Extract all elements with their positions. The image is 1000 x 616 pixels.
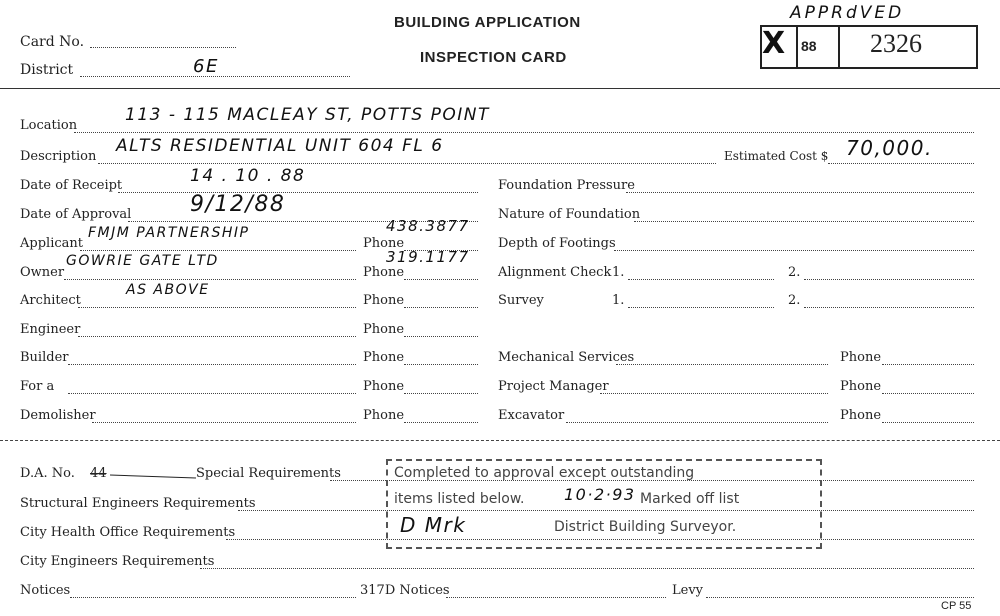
stamp-line2b: Marked off list (640, 491, 740, 507)
builder-label: Builder (20, 350, 69, 365)
stamp-date: 10·2·93 (564, 485, 636, 504)
mechanical-phone-label: Phone (840, 350, 882, 365)
applicant-line (80, 250, 356, 251)
location-line (74, 132, 974, 133)
location-label: Location (20, 118, 78, 133)
demolisher-phone-line (404, 422, 478, 423)
stamp-line1: Completed to approval except outstanding (394, 465, 695, 481)
special-requirements-label: Special Requirements (196, 466, 341, 481)
architect-value: AS ABOVE (126, 282, 210, 298)
notices-317d-line (446, 597, 666, 598)
date-of-receipt-label: Date of Receipt (20, 178, 123, 193)
city-engineers-line (200, 568, 974, 569)
nature-of-foundation-line (634, 221, 974, 222)
architect-label: Architect (20, 293, 81, 308)
location-value: 113 - 115 MACLEAY ST, POTTS POINT (125, 105, 490, 125)
card-number-box (760, 25, 978, 69)
description-label: Description (20, 149, 97, 164)
foundation-pressure-label: Foundation Pressure (498, 178, 635, 193)
foreman-phone-line (404, 393, 478, 394)
estimated-cost-label: Estimated Cost $ (724, 149, 829, 163)
estimated-cost-line (828, 163, 974, 164)
engineer-line (78, 336, 356, 337)
builder-phone-line (404, 364, 478, 365)
description-line (98, 163, 716, 164)
date-of-receipt-value: 14 . 10 . 88 (190, 166, 306, 186)
demolisher-line (92, 422, 356, 423)
owner-label: Owner (20, 265, 65, 280)
approved-stamp: APPRdVED (790, 3, 905, 23)
district-value: 6E (193, 56, 219, 77)
section-rule (0, 440, 1000, 441)
form-title-line2: INSPECTION CARD (420, 49, 567, 66)
project-manager-phone-label: Phone (840, 379, 882, 394)
engineer-label: Engineer (20, 322, 81, 337)
mechanical-services-label: Mechanical Services (498, 350, 635, 365)
engineer-phone-label: Phone (363, 322, 405, 337)
levy-label: Levy (672, 583, 704, 598)
date-of-approval-value: 9/12/88 (190, 192, 286, 217)
alignment-1-label: 1. (612, 265, 625, 280)
stamp-line3: District Building Surveyor. (554, 519, 737, 535)
completion-stamp (386, 459, 822, 549)
owner-phone-line (404, 279, 478, 280)
box-card-number: 2326 (870, 29, 922, 58)
excavator-phone-line (882, 422, 974, 423)
owner-phone-label: Phone (363, 265, 405, 280)
card-no-line (90, 47, 236, 48)
notices-317d-label: 317D Notices (360, 583, 450, 598)
depth-of-footings-label: Depth of Footings (498, 236, 616, 251)
da-no-label: D.A. No. (20, 466, 75, 481)
applicant-label: Applicant (20, 236, 83, 251)
survey-1-label: 1. (612, 293, 625, 308)
owner-phone-value: 319.1177 (386, 248, 470, 266)
notices-label: Notices (20, 583, 71, 598)
box-mark: X (762, 26, 787, 61)
alignment-2-label: 2. (788, 265, 801, 280)
mechanical-phone-line (882, 364, 974, 365)
owner-value: GOWRIE GATE LTD (66, 253, 219, 269)
architect-phone-label: Phone (363, 293, 405, 308)
project-manager-label: Project Manager (498, 379, 609, 394)
engineer-phone-line (404, 336, 478, 337)
city-engineers-label: City Engineers Requirements (20, 554, 215, 569)
alignment-2-line (804, 279, 974, 280)
card-no-label: Card No. (20, 34, 85, 50)
alignment-check-label: Alignment Check (498, 265, 612, 280)
stamp-line2a: items listed below. (394, 491, 525, 507)
alignment-1-line (628, 279, 774, 280)
foreman-line (68, 393, 356, 394)
survey-label: Survey (498, 293, 544, 308)
foreman-label: For a (20, 379, 55, 394)
demolisher-phone-label: Phone (363, 408, 405, 423)
excavator-phone-label: Phone (840, 408, 882, 423)
form-title-line1: BUILDING APPLICATION (394, 14, 581, 31)
date-of-receipt-line (118, 192, 478, 193)
project-manager-phone-line (882, 393, 974, 394)
survey-2-line (804, 307, 974, 308)
architect-line (78, 307, 356, 308)
mechanical-services-line (616, 364, 828, 365)
survey-2-label: 2. (788, 293, 801, 308)
foundation-pressure-line (626, 192, 974, 193)
header-rule (0, 88, 1000, 89)
builder-phone-label: Phone (363, 350, 405, 365)
district-label: District (20, 62, 74, 78)
foreman-phone-label: Phone (363, 379, 405, 394)
applicant-phone-value: 438.3877 (386, 217, 470, 235)
nature-of-foundation-label: Nature of Foundation (498, 207, 641, 222)
demolisher-label: Demolisher (20, 408, 96, 423)
box-year: 88 (801, 38, 817, 54)
da-no-strike (110, 474, 196, 478)
da-no-value: 44 (90, 466, 107, 481)
levy-line (706, 597, 974, 598)
excavator-line (566, 422, 828, 423)
surveyor-signature: D Mrk (400, 513, 467, 537)
excavator-label: Excavator (498, 408, 565, 423)
estimated-cost-value: 70,000. (846, 136, 933, 160)
notices-line (70, 597, 356, 598)
form-code: CP 55 (941, 600, 972, 612)
structural-requirements-label: Structural Engineers Requirements (20, 496, 256, 511)
survey-1-line (628, 307, 774, 308)
date-of-approval-label: Date of Approval (20, 207, 132, 222)
builder-line (68, 364, 356, 365)
applicant-phone-label: Phone (363, 236, 405, 251)
architect-phone-line (404, 307, 478, 308)
depth-of-footings-line (614, 250, 974, 251)
project-manager-line (600, 393, 828, 394)
owner-line (64, 279, 356, 280)
description-value: ALTS RESIDENTIAL UNIT 604 FL 6 (116, 136, 444, 156)
city-health-label: City Health Office Requirements (20, 525, 236, 540)
applicant-value: FMJM PARTNERSHIP (88, 225, 250, 241)
